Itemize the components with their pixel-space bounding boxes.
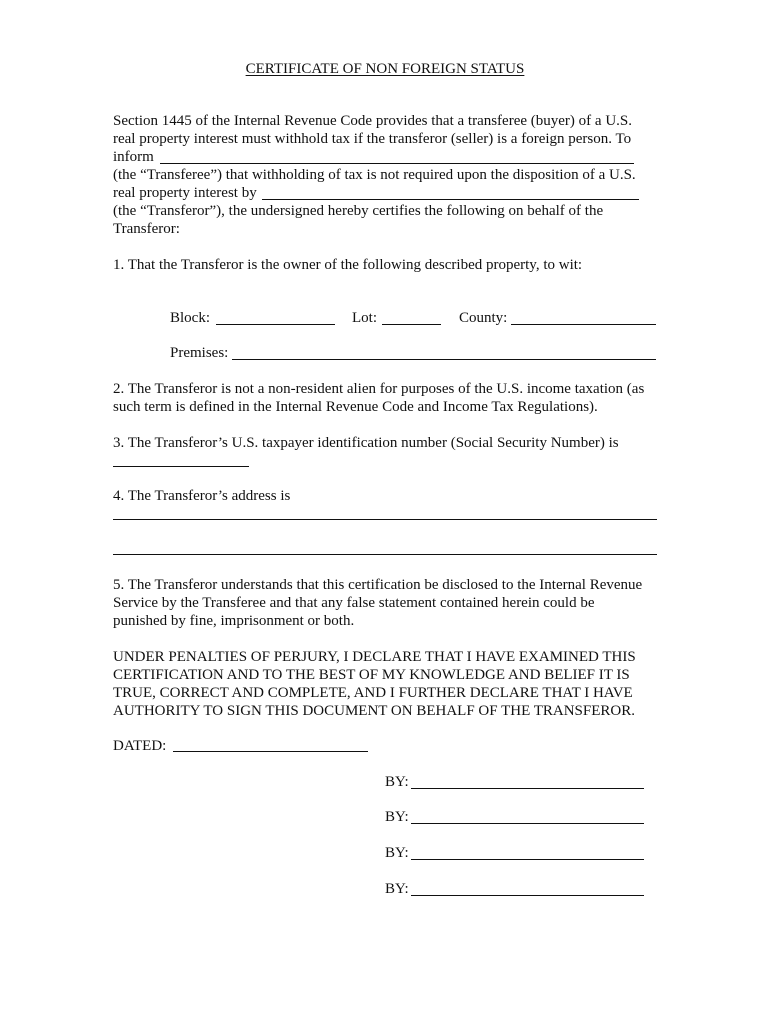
dated-field[interactable]	[173, 751, 368, 752]
by-label-1: BY:	[385, 774, 409, 790]
item-2-line-1: 2. The Transferor is not a non-resident alien for purposes of the U.S. income taxation (as	[113, 381, 645, 397]
signature-field-2[interactable]	[411, 823, 644, 824]
county-field[interactable]	[511, 324, 656, 325]
by-label-2: BY:	[385, 809, 409, 825]
county-label: County:	[459, 310, 508, 326]
signature-field-1[interactable]	[411, 788, 644, 789]
intro-line-2: real property interest must withhold tax if the transferor (seller) is a foreign person. To	[113, 131, 632, 147]
block-field[interactable]	[216, 324, 335, 325]
by-label-3: BY:	[385, 845, 409, 861]
transferee-name-field[interactable]	[160, 163, 634, 164]
signature-field-4[interactable]	[411, 895, 644, 896]
dated-label: DATED:	[113, 738, 167, 754]
item-5-line-1: 5. The Transferor understands that this certification be disclosed to the Internal Revenue	[113, 577, 643, 593]
item-2-line-2: such term is defined in the Internal Revenue Code and Income Tax Regulations).	[113, 399, 598, 415]
lot-field[interactable]	[382, 324, 441, 325]
intro-line-3: inform	[113, 149, 154, 165]
item-5-line-3: punished by fine, imprisonment or both.	[113, 613, 355, 629]
intro-line-7: Transferor:	[113, 221, 180, 237]
by-label-4: BY:	[385, 881, 409, 897]
intro-line-1: Section 1445 of the Internal Revenue Code provides that a transferee (buyer) of a U.S.	[113, 113, 632, 129]
ssn-field[interactable]	[113, 466, 249, 467]
item-5-line-2: Service by the Transferee and that any false statement contained herein could be	[113, 595, 595, 611]
address-field-line-1[interactable]	[113, 519, 657, 520]
address-field-line-2[interactable]	[113, 554, 657, 555]
signature-field-3[interactable]	[411, 859, 644, 860]
intro-line-5: real property interest by	[113, 185, 257, 201]
item-3-line-1: 3. The Transferor’s U.S. taxpayer identification number (Social Security Number) is	[113, 435, 619, 451]
declaration-line-3: TRUE, CORRECT AND COMPLETE, AND I FURTHER DECLARE THAT I HAVE	[113, 685, 633, 701]
document-title: CERTIFICATE OF NON FOREIGN STATUS	[245, 61, 525, 77]
declaration-line-1: UNDER PENALTIES OF PERJURY, I DECLARE THAT I HAVE EXAMINED THIS	[113, 649, 636, 665]
block-label: Block:	[170, 310, 210, 326]
premises-label: Premises:	[170, 345, 229, 361]
declaration-line-2: CERTIFICATION AND TO THE BEST OF MY KNOWLEDGE AND BELIEF IT IS	[113, 667, 630, 683]
intro-line-6: (the “Transferor”), the undersigned hereby certifies the following on behalf of the	[113, 203, 604, 219]
transferor-name-field[interactable]	[262, 199, 639, 200]
item-4-line-1: 4. The Transferor’s address is	[113, 488, 291, 504]
declaration-line-4: AUTHORITY TO SIGN THIS DOCUMENT ON BEHALF OF THE TRANSFEROR.	[113, 703, 635, 719]
item-1-text: 1. That the Transferor is the owner of the following described property, to wit:	[113, 257, 583, 273]
premises-field[interactable]	[232, 359, 656, 360]
lot-label: Lot:	[352, 310, 377, 326]
intro-line-4: (the “Transferee”) that withholding of tax is not required upon the disposition of a U.S.	[113, 167, 636, 183]
